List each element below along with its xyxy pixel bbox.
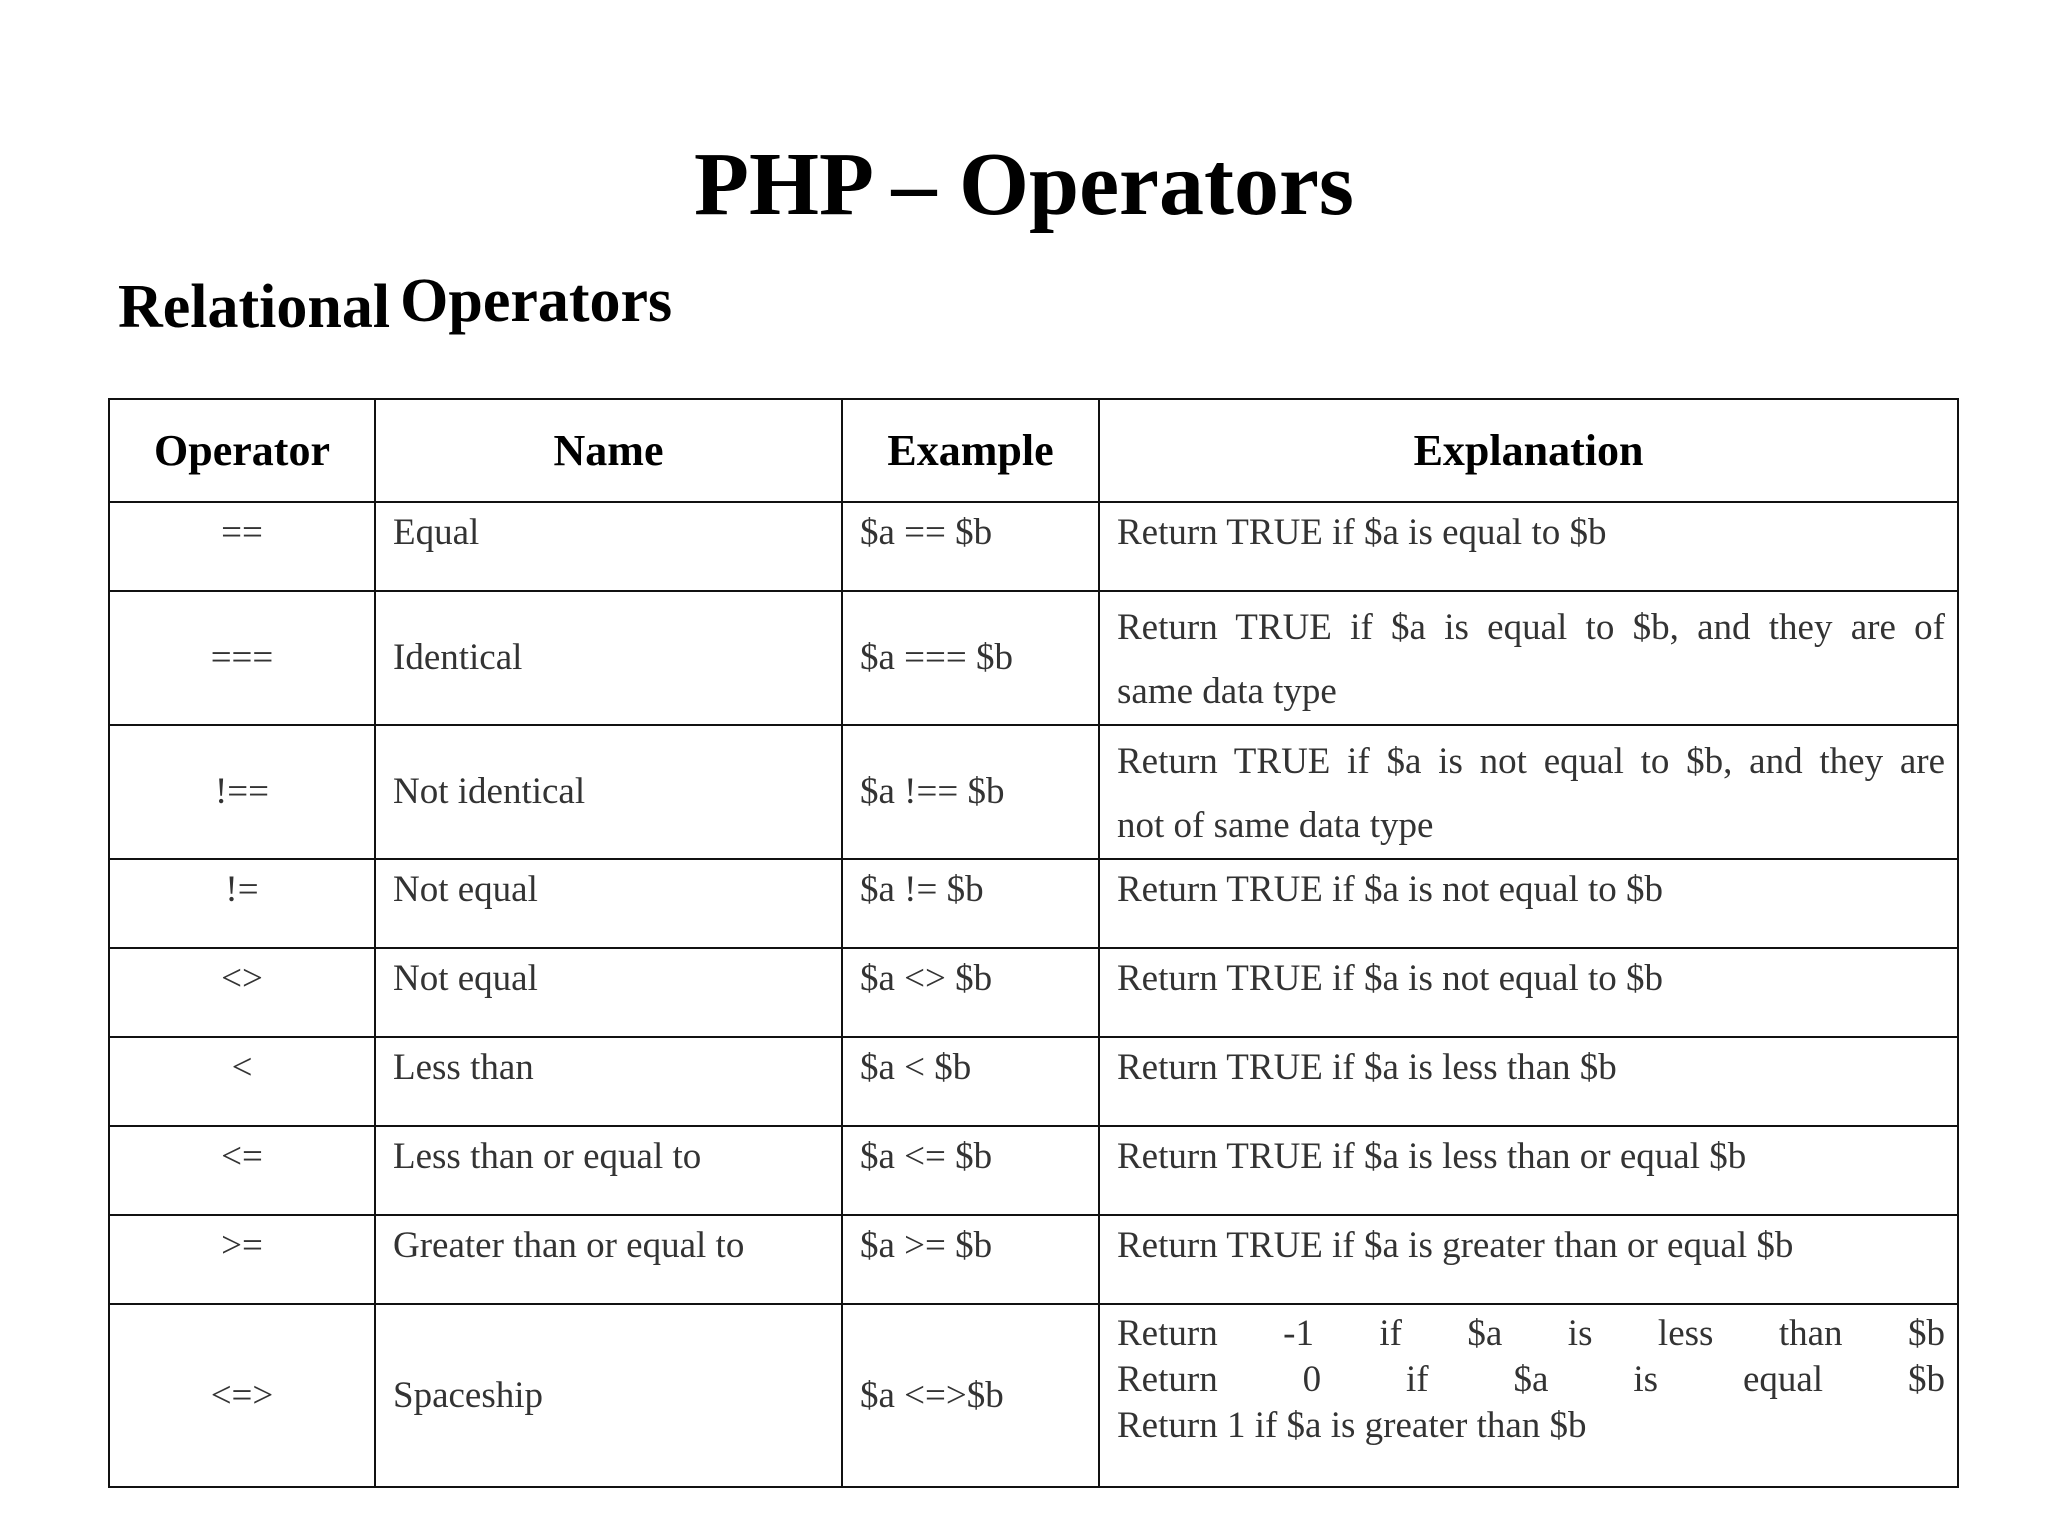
header-example: Example: [842, 399, 1099, 502]
explanation-cell: [1099, 1126, 1958, 1215]
table-row: [109, 859, 1958, 948]
example-cell: $a >= $b: [842, 1215, 1099, 1304]
table-header-row: [109, 399, 1958, 502]
table-row: [109, 725, 1958, 859]
operator-cell: <=: [109, 1126, 375, 1215]
example-cell: $a == $b: [842, 502, 1099, 591]
explanation-line: Return TRUE if $a is equal to $b: [1117, 512, 1607, 553]
explanation-line: Return -1 if $a is less than $b: [1117, 1313, 1945, 1354]
operator-cell: <=>: [109, 1304, 375, 1487]
table-row: [109, 948, 1958, 1037]
header-operator: Operator: [109, 399, 375, 502]
example-cell: $a <> $b: [842, 948, 1099, 1037]
explanation-cell: [1099, 948, 1958, 1037]
name-cell: Less than: [375, 1037, 842, 1126]
table-row: [109, 502, 1958, 591]
operator-cell: !==: [109, 725, 375, 859]
explanation-cell: [1099, 1037, 1958, 1126]
header-name: Name: [375, 399, 842, 502]
example-cell: $a !== $b: [842, 725, 1099, 859]
explanation-line: Return 0 if $a is equal $b: [1117, 1359, 1945, 1400]
name-cell: Equal: [375, 502, 842, 591]
explanation-line: Return TRUE if $a is not equal to $b: [1117, 958, 1664, 999]
explanation-cell: [1099, 859, 1958, 948]
table-row: [109, 1037, 1958, 1126]
example-cell: $a <=>$b: [842, 1304, 1099, 1487]
example-cell: $a != $b: [842, 859, 1099, 948]
slide-title: PHP – Operators: [694, 135, 1354, 234]
operator-cell: <: [109, 1037, 375, 1126]
name-cell: Not equal: [375, 859, 842, 948]
explanation-line: Return TRUE if $a is not equal to $b: [1117, 869, 1664, 910]
name-cell: Greater than or equal to: [375, 1215, 842, 1304]
explanation-line: Return TRUE if $a is equal to $b, and they are of: [1117, 607, 1945, 648]
table-row: [109, 1126, 1958, 1215]
explanation-cell: [1099, 1215, 1958, 1304]
explanation-line: Return TRUE if $a is not equal to $b, and they are: [1117, 741, 1945, 782]
operator-cell: ===: [109, 591, 375, 725]
explanation-cell: [1099, 1304, 1958, 1487]
name-cell: Identical: [375, 591, 842, 725]
example-cell: $a < $b: [842, 1037, 1099, 1126]
explanation-line: Return TRUE if $a is greater than or equal $b: [1117, 1225, 1794, 1266]
operator-cell: ==: [109, 502, 375, 591]
example-cell: $a <= $b: [842, 1126, 1099, 1215]
name-cell: Less than or equal to: [375, 1126, 842, 1215]
operator-cell: !=: [109, 859, 375, 948]
example-cell: $a === $b: [842, 591, 1099, 725]
explanation-cell: [1099, 591, 1958, 725]
table-row: [109, 1215, 1958, 1304]
explanation-line: Return 1 if $a is greater than $b: [1117, 1405, 1587, 1446]
table-row: [109, 1304, 1958, 1487]
name-cell: Not identical: [375, 725, 842, 859]
operator-cell: <>: [109, 948, 375, 1037]
section-title-word-2: Operators: [400, 267, 673, 335]
name-cell: Not equal: [375, 948, 842, 1037]
explanation-cell: [1099, 502, 1958, 591]
explanation-line: same data type: [1117, 671, 1337, 712]
name-cell: Spaceship: [375, 1304, 842, 1487]
operator-cell: >=: [109, 1215, 375, 1304]
table-row: [109, 591, 1958, 725]
section-title-word-1: Relational: [118, 273, 391, 341]
operators-table: [108, 398, 1959, 1488]
explanation-line: Return TRUE if $a is less than or equal $b: [1117, 1136, 1747, 1177]
section-title: [118, 267, 673, 341]
header-explanation: Explanation: [1099, 399, 1958, 502]
explanation-line: Return TRUE if $a is less than $b: [1117, 1047, 1617, 1088]
explanation-line: not of same data type: [1117, 805, 1434, 846]
explanation-cell: [1099, 725, 1958, 859]
